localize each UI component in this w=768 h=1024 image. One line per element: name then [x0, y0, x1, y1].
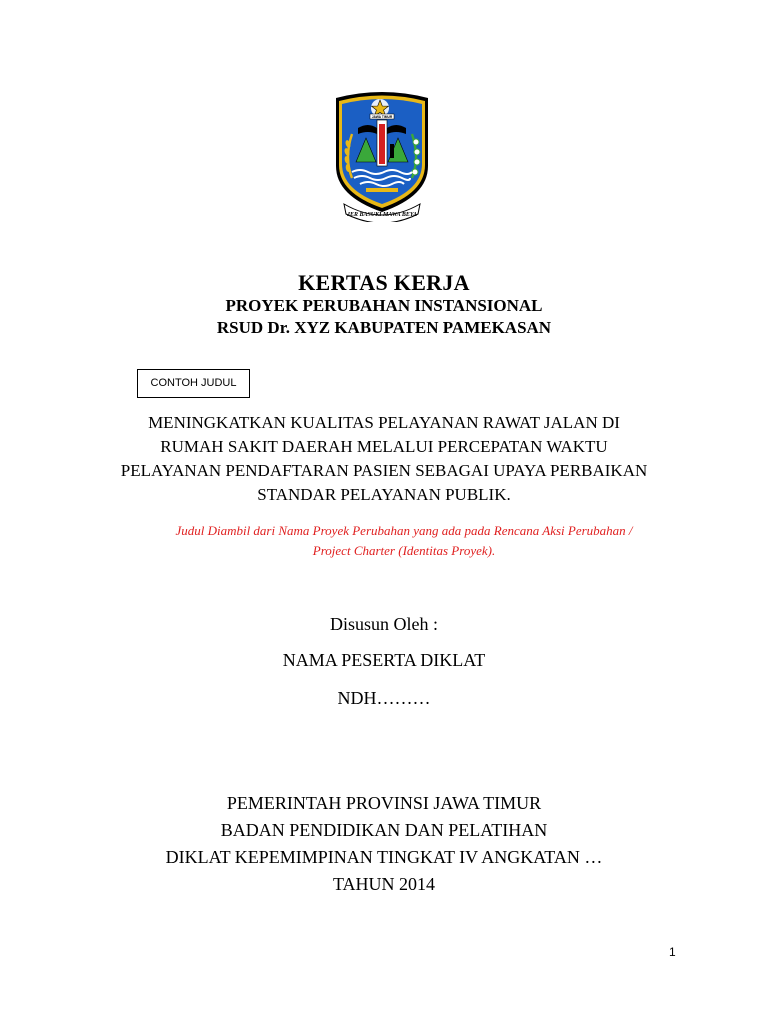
compiled-by-label: Disusun Oleh : [330, 614, 438, 634]
example-title-label-box: CONTOH JUDUL [137, 369, 250, 398]
institution-line: BADAN PENDIDIKAN DAN PELATIHAN [220, 820, 548, 840]
main-title-line: MENINGKATKAN KUALITAS PELAYANAN RAWAT JALAN DI [148, 413, 620, 432]
main-title-line: RUMAH SAKIT DAERAH MELALUI PERCEPATAN WAKTU [160, 437, 608, 456]
coat-of-arms-emblem [330, 88, 434, 222]
institution-line: PEMERINTAH PROVINSI JAWA TIMUR [226, 793, 542, 813]
participant-ndh: NDH……… [337, 688, 431, 708]
note-line: Project Charter (Identitas Proyek). [312, 543, 496, 558]
main-title-line: PELAYANAN PENDAFTARAN PASIEN SEBAGAI UPAYA PERBAIKAN [120, 461, 648, 480]
page-number: 1 [669, 945, 676, 959]
document-title: KERTAS KERJA [298, 270, 470, 295]
emblem-motto: JER BASUKI MAWA BEYA [346, 212, 418, 218]
title-source-note [120, 521, 688, 561]
emblem-banner-text: JAWA TIMUR [371, 115, 393, 119]
main-title-line: STANDAR PELAYANAN PUBLIK. [257, 485, 511, 504]
document-subtitle-hospital: RSUD Dr. XYZ KABUPATEN PAMEKASAN [216, 318, 552, 337]
document-subtitle-project: PROYEK PERUBAHAN INSTANSIONAL [225, 296, 543, 315]
institution-line: TAHUN 2014 [332, 874, 436, 894]
participant-name: NAMA PESERTA DIKLAT [282, 650, 486, 670]
project-main-title [100, 411, 668, 507]
institution-line: DIKLAT KEPEMIMPINAN TINGKAT IV ANGKATAN … [165, 847, 603, 867]
note-line: Judul Diambil dari Nama Proyek Perubahan yang ada pada Rencana Aksi Perubahan / [175, 523, 633, 538]
institution-block [0, 790, 768, 898]
